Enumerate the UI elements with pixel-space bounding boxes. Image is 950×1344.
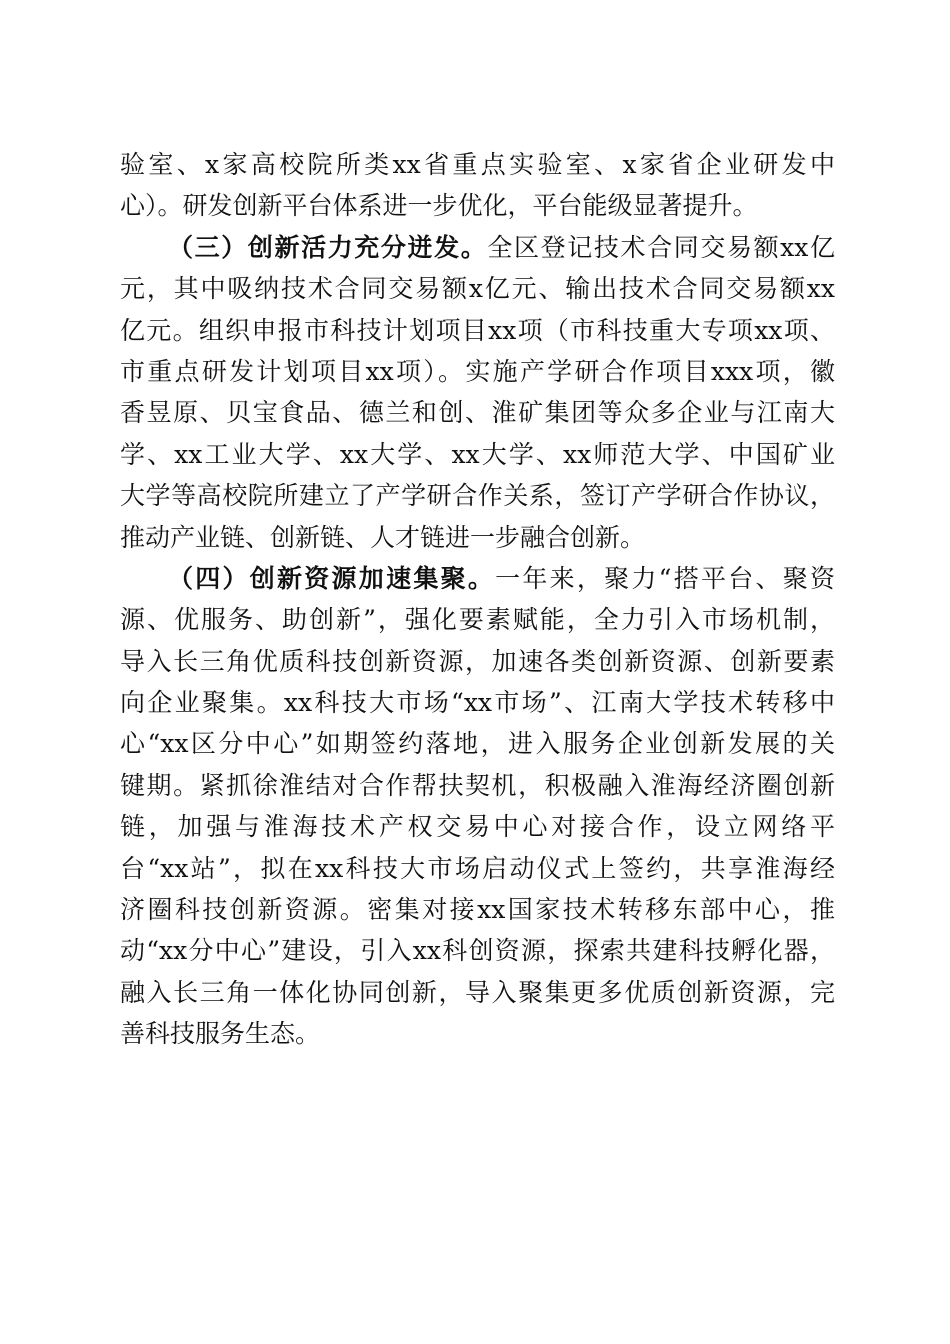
text-line: 动“xx分中心”建设，引入xx科创资源，探索共建科技孵化器， [120,936,835,966]
text-line: 香昱原、贝宝食品、德兰和创、淮矿集团等众多企业与江南大 [120,398,835,428]
text-line: 验室、x家高校院所类xx省重点实验室、x家省企业研发中 [120,150,835,179]
text-line: 台“xx站”，拟在xx科技大市场启动仪式上签约，共享淮海经 [120,853,835,883]
text-line: 善科技服务生态。 [120,1019,321,1049]
section-3-first-line [120,227,835,268]
section-4-first-line [120,558,835,599]
text-line: 导入长三角优质科技创新资源，加速各类创新资源、创新要素 [120,646,835,676]
section-3-heading: （三）创新活力充分迸发。 [168,232,488,262]
section-3-first-line-text: 全区登记技术合同交易额xx亿 [487,232,835,262]
text-line: 融入长三角一体化协同创新，导入聚集更多优质创新资源，完 [120,977,835,1007]
text-line: 链，加强与淮海技术产权交易中心对接合作，设立网络平 [120,812,835,842]
text-line: 推动产业链、创新链、人才链进一步融合创新。 [120,522,646,552]
document-body [120,144,835,1055]
text-line: 键期。紧抓徐淮结对合作帮扶契机，积极融入淮海经济圈创新 [120,770,835,800]
section-4-heading: （四）创新资源加速集聚。 [168,563,496,593]
text-line: 亿元。组织申报市科技计划项目xx项（市科技重大专项xx项、 [120,315,835,345]
text-line: 大学等高校院所建立了产学研合作关系，签订产学研合作协议， [120,481,835,511]
text-line: 心）。研发创新平台体系进一步优化，平台能级显著提升。 [120,191,758,221]
text-line: 济圈科技创新资源。密集对接xx国家技术转移东部中心，推 [120,895,835,925]
text-line: 心“xx区分中心”如期签约落地，进入服务企业创新发展的关 [120,729,835,759]
section-4-first-line-text: 一年来，聚力“搭平台、聚资 [495,563,835,593]
text-line: 源、优服务、助创新”，强化要素赋能，全力引入市场机制， [120,605,835,635]
text-line: 市重点研发计划项目xx项）。实施产学研合作项目xxx项，徽 [120,356,835,386]
text-line: 学、xx工业大学、xx大学、xx大学、xx师范大学、中国矿业 [120,439,835,469]
text-line: 向企业聚集。xx科技大市场“xx市场”、江南大学技术转移中 [120,688,835,718]
text-line: 元，其中吸纳技术合同交易额x亿元、输出技术合同交易额xx [120,274,835,304]
